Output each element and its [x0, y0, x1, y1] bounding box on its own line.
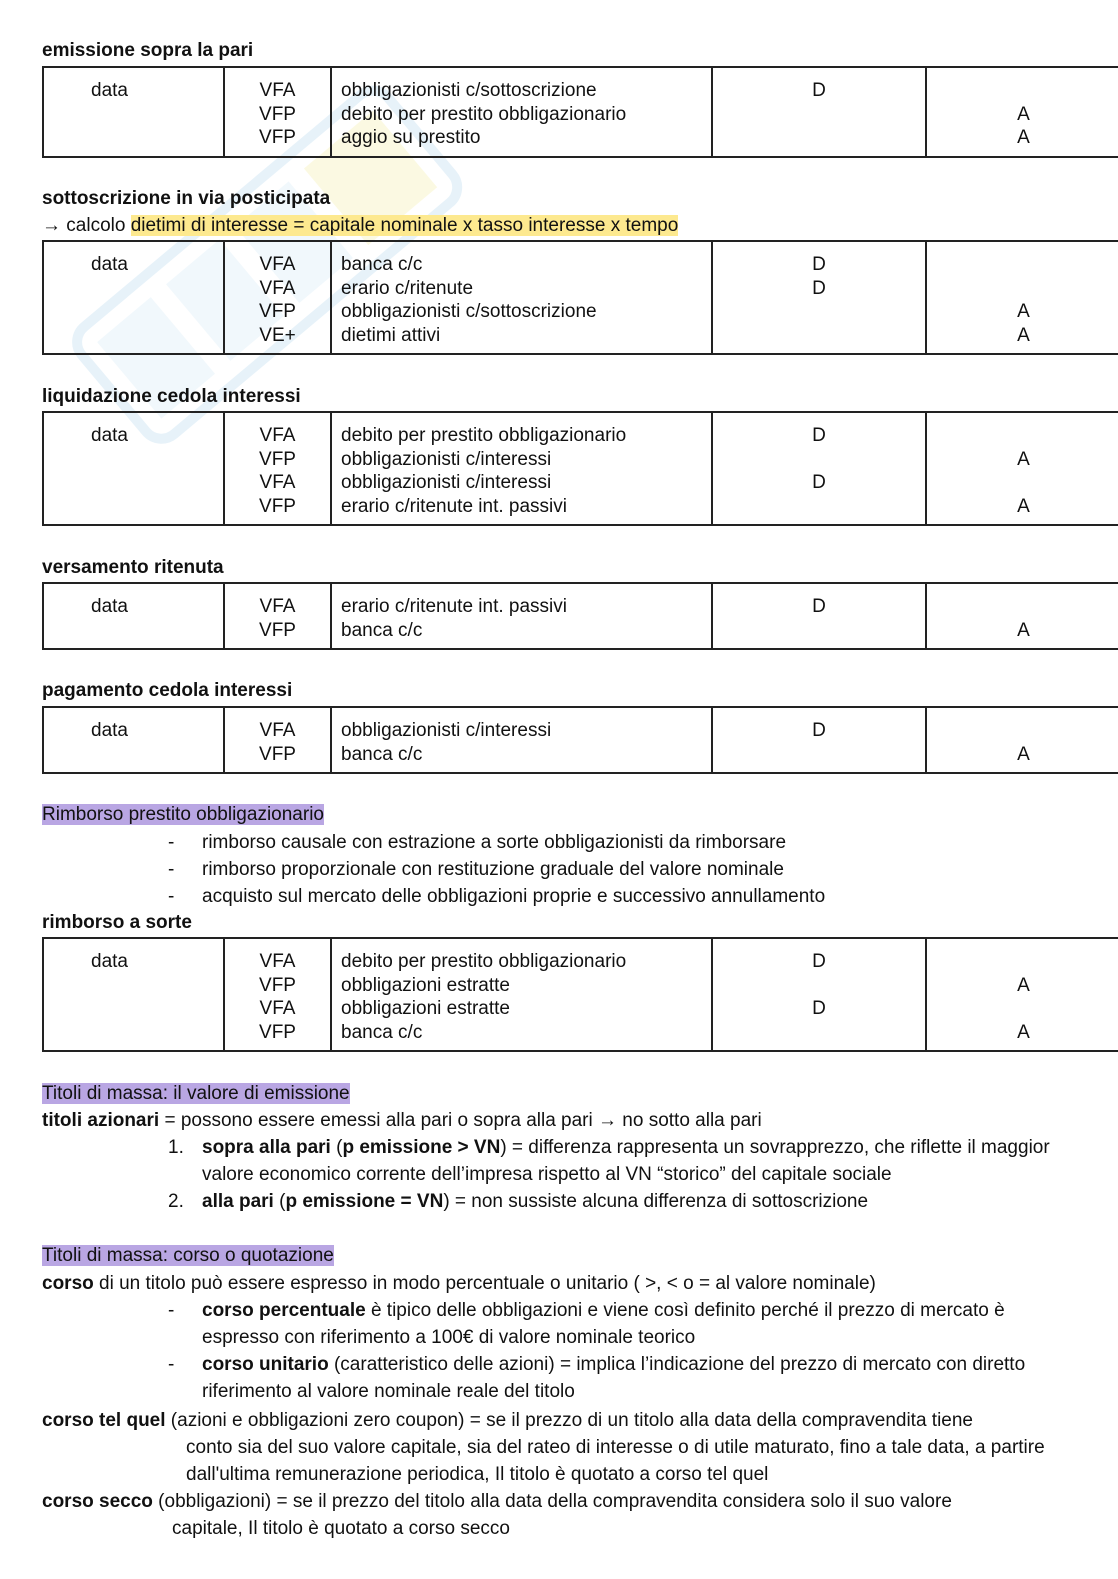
journal-table-pagamento: [42, 706, 1118, 774]
titoli-emissione-list: [168, 1134, 1058, 1215]
date-cell: data: [43, 241, 224, 354]
formula-line: [42, 215, 678, 237]
titoli-emissione-heading-text: Titoli di massa: il valore di emissione: [42, 1083, 350, 1104]
term-bold: corso: [42, 1273, 94, 1294]
definition-text: (caratteristico delle azioni) = implica l’indicazione del prezzo di mercato con diretto riferimento al valore nominale reale del titolo: [202, 1354, 1026, 1402]
bullet-text: rimborso causale con estrazione a sorte obbligazionisti da rimborsare: [202, 832, 787, 853]
corso-bullet-list: [168, 1297, 1058, 1405]
definition-text: ) = differenza rappresenta un sovrapprezzo, che riflette il maggior valore economico corrente dell’impresa rispetto al VN “storico” del capitale sociale: [202, 1137, 1050, 1185]
avere-cell: A A: [926, 67, 1118, 157]
corso-paragraph: [42, 1270, 1062, 1297]
code-cell: VFA VFP VFP: [224, 67, 331, 157]
account-cell: debito per prestito obbligazionario obbligazioni estratte obbligazioni estratte banca c/c: [331, 938, 712, 1051]
section-title-emissione: emissione sopra la pari: [42, 40, 254, 61]
titoli-corso-heading: [42, 1245, 334, 1267]
code-cell: VFA VFP VFA VFP: [224, 412, 331, 525]
section-title-pagamento: pagamento cedola interessi: [42, 680, 293, 701]
list-item: [168, 1134, 1058, 1188]
section-title-liquidazione: liquidazione cedola interessi: [42, 386, 301, 407]
list-item: [168, 1351, 1058, 1405]
date-cell: data: [43, 412, 224, 525]
bullet-text: rimborso proporzionale con restituzione graduale del valore nominale: [202, 859, 784, 880]
date-cell: data: [43, 938, 224, 1051]
dare-cell: D D: [712, 412, 926, 525]
dare-cell: D D: [712, 938, 926, 1051]
tel-quel-continuation: conto sia del suo valore capitale, sia del rateo di interesse o di utile maturato, fino a tale data, a partire dall'ultima remunerazione periodica, Il titolo è quotato a corso tel quel: [186, 1437, 1045, 1485]
term-bold: p emissione = VN: [285, 1191, 444, 1212]
text: (: [330, 1137, 343, 1158]
text: (: [273, 1191, 286, 1212]
avere-cell: A A: [926, 412, 1118, 525]
journal-table-rimborso-sorte: [42, 937, 1118, 1052]
journal-table-liquidazione: [42, 411, 1118, 526]
section-title-sottoscrizione: sottoscrizione in via posticipata: [42, 188, 331, 209]
date-cell: data: [43, 583, 224, 649]
definition-text: (obbligazioni) = se il prezzo del titolo alla data della compravendita considera solo il suo valore: [152, 1491, 952, 1512]
avere-cell: A A: [926, 241, 1118, 354]
term-bold: p emissione > VN: [342, 1137, 501, 1158]
definition-text: (azioni e obbligazioni zero coupon) = se il prezzo di un titolo alla data della compravendita tiene: [165, 1410, 973, 1431]
bullet-marker: -: [168, 1354, 175, 1375]
dare-cell: D: [712, 67, 926, 157]
definition-text: di un titolo può essere espresso in modo percentuale o unitario ( >, < o = al valore nominale): [93, 1273, 876, 1294]
term-bold: corso unitario: [202, 1354, 329, 1375]
list-item: [168, 1188, 1058, 1215]
avere-cell: A: [926, 583, 1118, 649]
account-cell: obbligazionisti c/sottoscrizione debito per prestito obbligazionario aggio su prestito: [331, 67, 712, 157]
journal-table-emissione: [42, 66, 1118, 158]
definition-text: = possono essere emessi alla pari o sopra alla pari → no sotto alla pari: [159, 1110, 762, 1131]
bullet-text: acquisto sul mercato delle obbligazioni proprie e successivo annullamento: [202, 886, 826, 907]
bullet-marker: -: [168, 859, 175, 880]
account-cell: erario c/ritenute int. passivi banca c/c: [331, 583, 712, 649]
account-cell: debito per prestito obbligazionario obbligazionisti c/interessi obbligazionisti c/interessi erario c/ritenute int. passivi: [331, 412, 712, 525]
section-title-rimborso-sorte: rimborso a sorte: [42, 912, 192, 933]
term-bold: sopra alla pari: [202, 1137, 331, 1158]
term-bold: corso secco: [42, 1491, 153, 1512]
dare-cell: D D: [712, 241, 926, 354]
corso-secco-continuation: capitale, Il titolo è quotato a corso secco: [172, 1518, 510, 1539]
bullet-marker: -: [168, 832, 175, 853]
formula-highlight: dietimi di interesse = capitale nominale x tasso interesse x tempo: [130, 215, 679, 236]
code-cell: VFA VFP: [224, 583, 331, 649]
titoli-azionari-paragraph: [42, 1107, 1062, 1134]
bullet-marker: -: [168, 886, 175, 907]
dare-cell: D: [712, 583, 926, 649]
rimborso-heading-text: Rimborso prestito obbligazionario: [42, 804, 324, 825]
code-cell: VFA VFA VFP VE+: [224, 241, 331, 354]
tel-quel-line: [42, 1407, 973, 1434]
term-bold: titoli azionari: [42, 1110, 160, 1131]
code-cell: VFA VFP: [224, 707, 331, 773]
corso-secco-line: [42, 1488, 952, 1515]
date-cell: data: [43, 707, 224, 773]
dare-cell: D: [712, 707, 926, 773]
definition-text: è tipico delle obbligazioni e viene così definito perché il prezzo di mercato è espresso con riferimento a 100€ di valore nominale teorico: [202, 1300, 1005, 1348]
date-cell: data: [43, 67, 224, 157]
titoli-emissione-heading: [42, 1083, 350, 1105]
term-bold: corso tel quel: [42, 1410, 166, 1431]
term-bold: corso percentuale: [202, 1300, 366, 1321]
journal-table-versamento: [42, 582, 1118, 650]
definition-text: ) = non sussiste alcuna differenza di sottoscrizione: [443, 1191, 869, 1212]
term-bold: alla pari: [202, 1191, 274, 1212]
titoli-corso-heading-text: Titoli di massa: corso o quotazione: [42, 1245, 334, 1266]
formula-prefix: → calcolo: [42, 215, 131, 236]
journal-table-sottoscrizione: [42, 240, 1118, 355]
bullet-marker: -: [168, 1300, 175, 1321]
rimborso-heading: [42, 804, 324, 826]
avere-cell: A A: [926, 938, 1118, 1051]
account-cell: banca c/c erario c/ritenute obbligazionisti c/sottoscrizione dietimi attivi: [331, 241, 712, 354]
code-cell: VFA VFP VFA VFP: [224, 938, 331, 1051]
account-cell: obbligazionisti c/interessi banca c/c: [331, 707, 712, 773]
avere-cell: A: [926, 707, 1118, 773]
list-number: 2.: [168, 1191, 184, 1212]
list-item: [168, 1297, 1058, 1351]
list-number: 1.: [168, 1137, 184, 1158]
section-title-versamento: versamento ritenuta: [42, 557, 224, 578]
